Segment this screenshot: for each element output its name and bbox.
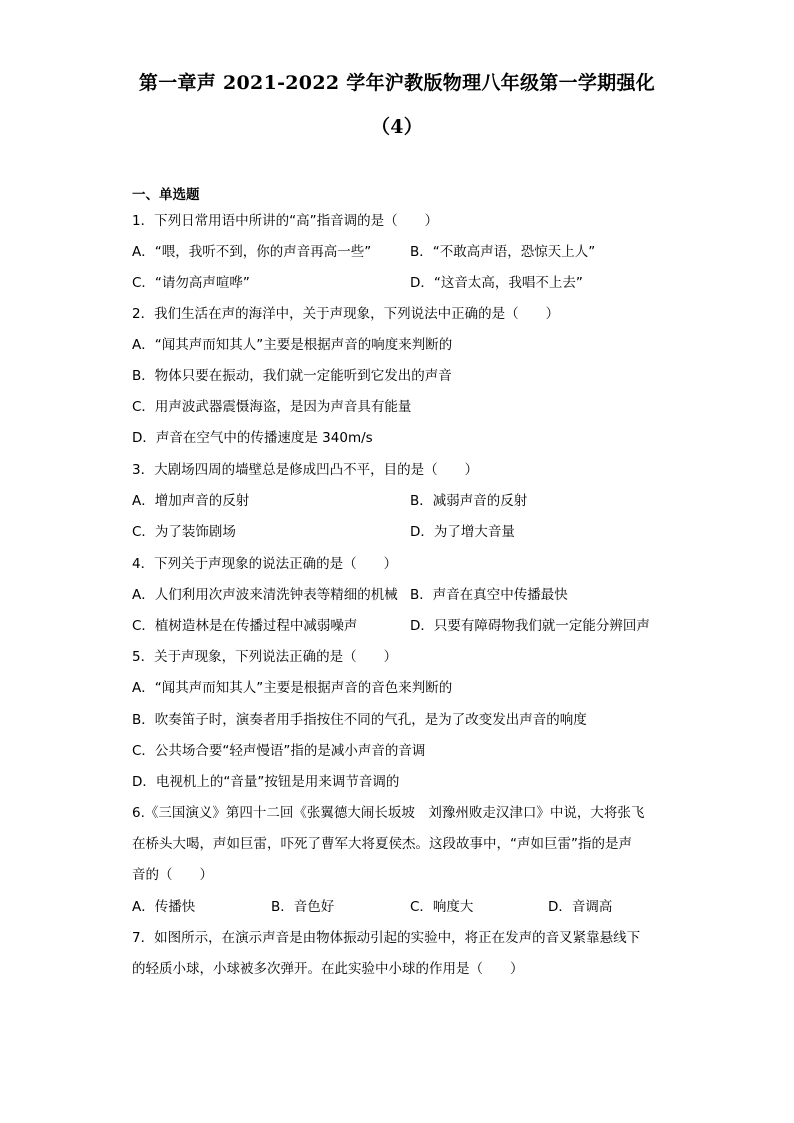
question-5-option-d: D．电视机上的“音量”按钮是用来调节音调的 — [132, 774, 400, 790]
question-1-option-b: B．“不敢高声语，恐惊天上人” — [410, 244, 596, 260]
question-5-option-b: B．吹奏笛子时，演奏者用手指按住不同的气孔，是为了改变发出声音的响度 — [132, 712, 587, 728]
question-2-option-d: D．声音在空气中的传播速度是 340m/s — [132, 430, 373, 446]
question-5-stem: 5．关于声现象，下列说法正确的是（ ） — [132, 649, 398, 665]
question-2-option-b: B．物体只要在振动，我们就一定能听到它发出的声音 — [132, 368, 452, 384]
question-5-option-c: C．公共场合要“轻声慢语”指的是减小声音的音调 — [132, 743, 426, 759]
document-title: 第一章声 2021-2022 学年沪教版物理八年级第一学期强化 — [138, 72, 656, 94]
question-6-stem-line-3: 音的（ ） — [132, 867, 213, 883]
question-1-stem: 1．下列日常用语中所讲的“高”指音调的是（ ） — [132, 213, 439, 229]
question-5-option-a: A．“闻其声而知其人”主要是根据声音的音色来判断的 — [132, 680, 453, 696]
question-2-stem: 2．我们生活在声的海洋中，关于声现象，下列说法中正确的是（ ） — [132, 306, 560, 322]
question-4-option-b: B．声音在真空中传播最快 — [410, 587, 568, 603]
question-6-stem-line-1: 6.《三国演义》第四十二回《张翼德大闹长坂坡 刘豫州败走汉津口》中说，大将张飞 — [132, 805, 645, 821]
question-2-option-a: A．“闻其声而知其人”主要是根据声音的响度来判断的 — [132, 337, 453, 353]
question-6-option-a: A．传播快 — [132, 899, 196, 915]
question-7-stem-line-2: 的轻质小球，小球被多次弹开。在此实验中小球的作用是（ ） — [132, 961, 524, 977]
question-3-option-c: C．为了装饰剧场 — [132, 524, 236, 540]
question-6-stem-line-2: 在桥头大喝，声如巨雷，吓死了曹军大将夏侯杰。这段故事中，“声如巨雷”指的是声 — [132, 836, 632, 852]
question-6-option-b: B．音色好 — [271, 899, 335, 915]
question-4-option-d: D．只要有障碍物我们就一定能分辨回声 — [410, 618, 650, 634]
question-4-stem: 4．下列关于声现象的说法正确的是（ ） — [132, 556, 398, 572]
question-2-option-c: C．用声波武器震慑海盗，是因为声音具有能量 — [132, 399, 412, 415]
question-6-option-c: C．响度大 — [410, 899, 474, 915]
question-4-option-c: C．植树造林是在传播过程中减弱噪声 — [132, 618, 358, 634]
question-3-option-d: D．为了增大音量 — [410, 524, 515, 540]
question-6-option-d: D．音调高 — [548, 899, 613, 915]
question-4-option-a: A．人们利用次声波来清洗钟表等精细的机械 — [132, 587, 398, 603]
document-title-number: （4） — [370, 116, 424, 138]
section-heading: 一、单选题 — [132, 187, 200, 203]
question-1-option-c: C．“请勿高声喧哗” — [132, 275, 250, 291]
question-3-option-a: A．增加声音的反射 — [132, 493, 250, 509]
question-1-option-d: D．“这音太高，我唱不上去” — [410, 275, 583, 291]
question-3-option-b: B．减弱声音的反射 — [410, 493, 528, 509]
question-1-option-a: A．“喂，我听不到，你的声音再高一些” — [132, 244, 372, 260]
question-7-stem-line-1: 7．如图所示，在演示声音是由物体振动引起的实验中，将正在发声的音叉紧靠悬线下 — [132, 930, 641, 946]
question-3-stem: 3．大剧场四周的墙壁总是修成凹凸不平，目的是（ ） — [132, 462, 479, 478]
